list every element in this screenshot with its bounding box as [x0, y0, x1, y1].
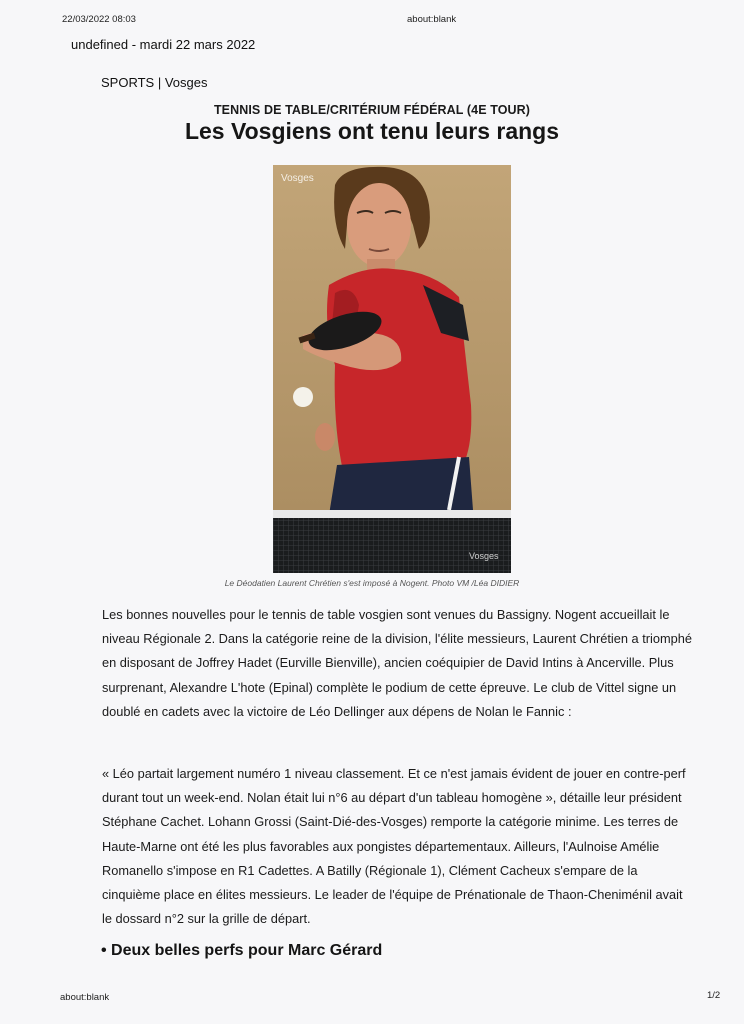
article-paragraph-1: Les bonnes nouvelles pour le tennis de table vosgien sont venues du Bassigny. Nogent accueillait le niveau Régionale 2. Dans la catégorie reine de la division, l'élite messieurs, Laurent Chrétien a triomphé en disposant de Joffrey Hadet (Eurville Bienville), ancien coéquipier de David Intins à Ancerville. Plus surprenant, Alexandre L'hote (Epinal) complète le podium de cette épreuve. Le club de Vittel signe un doublé en cadets avec la victoire de Léo Dellinger aux dépens de Nolan le Fannic : — [102, 607, 693, 719]
print-page-title: about:blank — [407, 14, 457, 25]
dateline: undefined - mardi 22 mars 2022 — [71, 37, 256, 52]
photo-watermark-bottom: Vosges — [469, 551, 499, 561]
article-headline: Les Vosgiens ont tenu leurs rangs — [184, 118, 560, 144]
article-kicker: TENNIS DE TABLE/CRITÉRIUM FÉDÉRAL (4E TOUR) — [213, 103, 531, 117]
print-datetime: 22/03/2022 08:03 — [62, 14, 136, 25]
article-paragraph-2: « Léo partait largement numéro 1 niveau classement. Et ce n'est jamais évident de jouer en contre-perf durant tout un week-end. Nolan était lui n°6 au départ d'un tableau homogène », détaille leur président Stéphane Cachet. Lohann Grossi (Saint-Dié-des-Vosges) remporte la catégorie minime. Les terres de Haute-Marne ont été les plus favorables aux pongistes départementaux. Ailleurs, l'Aulnoise Amélie Romanello s'impose en R1 Cadettes. A Batilly (Régionale 1), Clément Cacheux s'empare de la cinquième place en élites messieurs. Le leader de l'équipe de Prénationale de Thaon-Cheniménil avait le dossard n°2 sur la grille de départ. — [102, 766, 686, 927]
photo-illustration — [273, 165, 511, 573]
print-footer-url: about:blank — [60, 992, 110, 1003]
print-page-number: 1/2 — [707, 990, 721, 1001]
photo-watermark-top: Vosges — [281, 173, 314, 184]
photo-caption: Le Déodatien Laurent Chrétien s'est imposé à Nogent. Photo VM /Léa DIDIER — [224, 578, 520, 588]
section-label: SPORTS | Vosges — [101, 75, 208, 90]
article-photo — [273, 165, 511, 573]
article-subheading: • Deux belles perfs pour Marc Gérard — [101, 942, 383, 959]
